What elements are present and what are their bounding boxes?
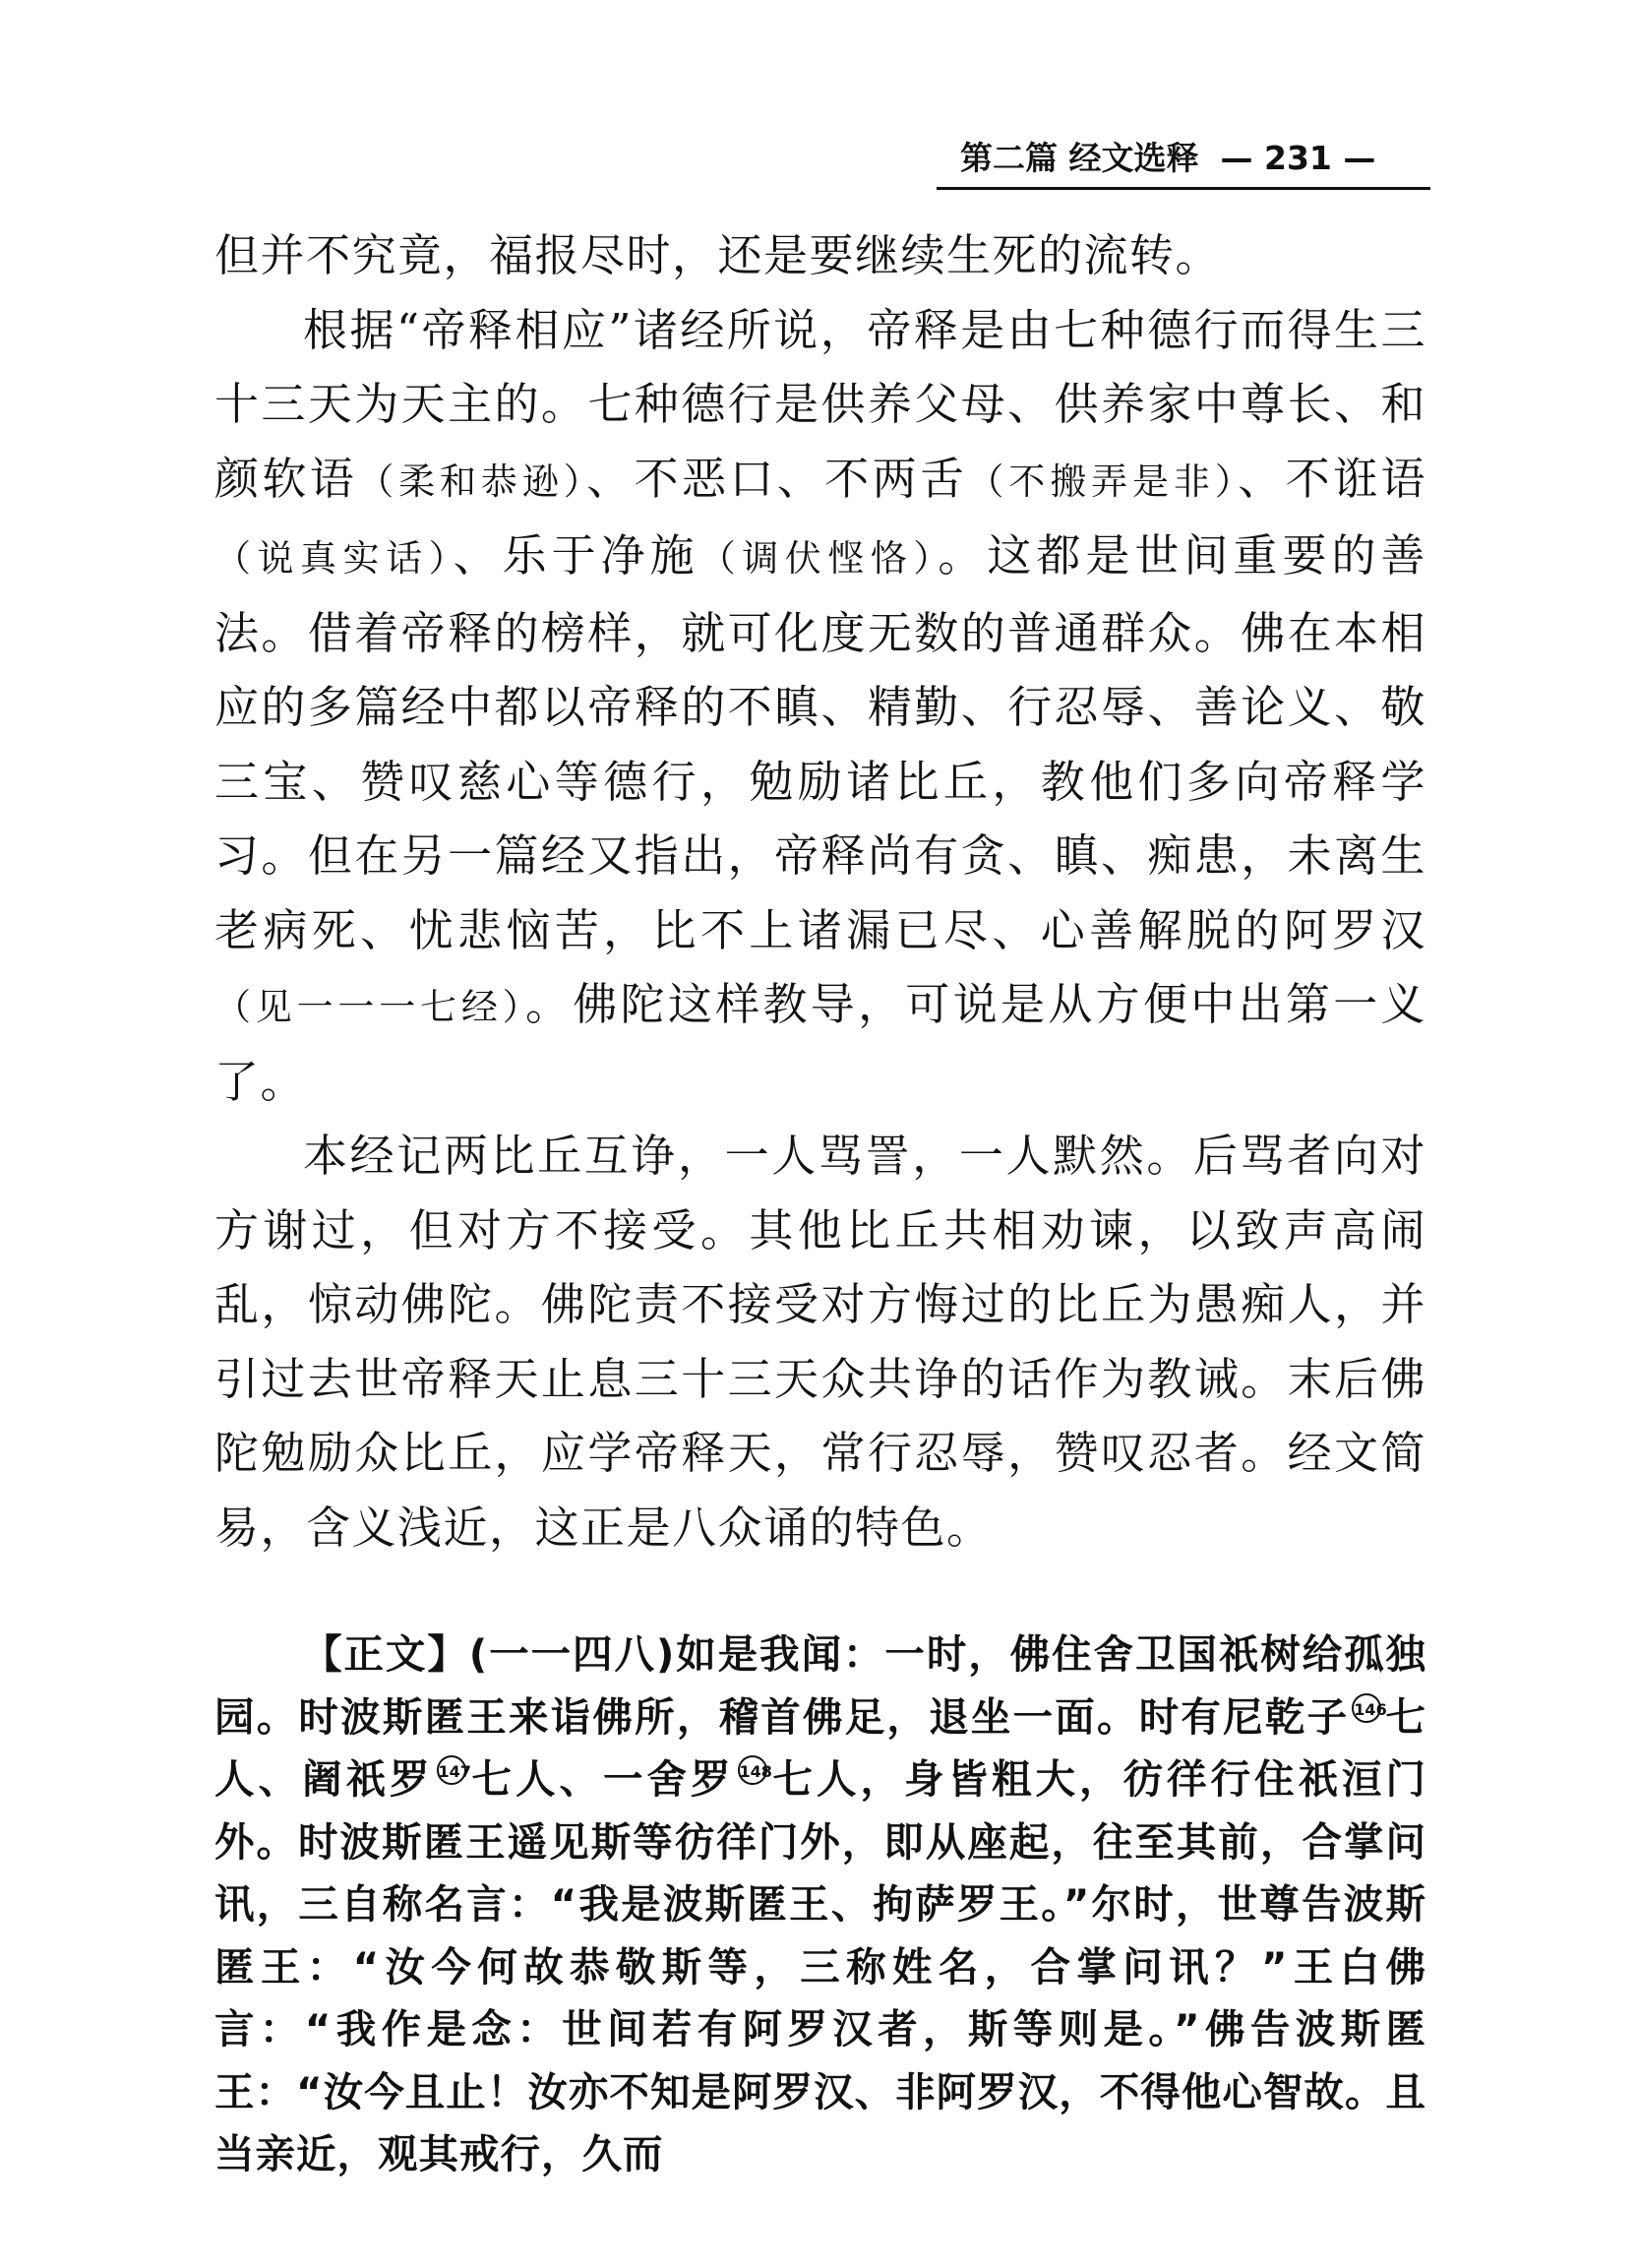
sutra-text-run: 七人，身皆粗大，彷徉行住祇洹门外。时波斯匿王遥见斯等彷徉门外，即从座起，往至其前，合掌问讯，三自称名言：“我是波斯匿王、拘萨罗王。”尔时，世尊告波斯匿王：“汝今何故恭敬斯等，三称姓名，合掌问讯？”王白佛言：“我作是念：世间若有阿罗汉者，斯等则是。”佛告波斯匿王：“汝今且止！汝亦不知是阿罗汉、非阿罗汉，不得他心智故。且当亲近，观其戒行，久而 (214, 1755, 1426, 2177)
header-section-title: 第二篇 经文选释 (960, 139, 1199, 177)
sutra-main-text (214, 1624, 1426, 2186)
sutra-text-run: 七人、阇祇罗 (214, 1692, 1427, 1803)
footnote-marker[interactable]: 148 (738, 1755, 767, 1785)
running-header (960, 136, 1423, 181)
sutra-text-run: 【正文】(一一四八)如是我闻：一时，佛住舍卫国祇树给孤独园。时波斯匿王来诣佛所，稽首佛足，退坐一面。时有尼乾子 (214, 1630, 1426, 1741)
footnote-marker[interactable]: 146 (1352, 1693, 1381, 1723)
page-number: — 231 — (1220, 139, 1376, 177)
section-gap (214, 1564, 1426, 1624)
header-rule (937, 187, 1430, 190)
text-run: 、乐于净施 (453, 529, 699, 582)
page-body (214, 218, 1426, 2186)
text-run: 、不诳语 (1238, 452, 1426, 505)
footnote-marker[interactable]: 147 (437, 1755, 466, 1785)
paragraph-indra-virtues (214, 293, 1426, 1120)
paragraph-continuation: 但并不究竟，福报尽时，还是要继续生死的流转。 (214, 229, 1222, 281)
paragraph-sutra-summary: 本经记两比丘互诤，一人骂詈，一人默然。后骂者向对方谢过，但对方不接受。其他比丘共相劝谏，以致声高闹乱，惊动佛陀。佛陀责不接受对方悔过的比丘为愚痴人，并引过去世帝释天止息三十三天众共诤的话作为教诫。末后佛陀勉励众比丘，应学帝释天，常行忍辱，赞叹忍者。经文简易，含义浅近，这正是八众诵的特色。 (214, 1130, 1426, 1554)
text-run: 。这都是世间重要的善法。借着帝释的榜样，就可化度无数的普通群众。佛在本相应的多篇经中都以帝释的不瞋、精勤、行忍辱、善论义、敬三宝、赞叹慈心等德行，勉励诸比丘，教他们多向帝释学习。但在另一篇经又指出，帝释尚有贪、瞋、痴患，未离生老病死、忧悲恼苦，比不上诸漏已尽、心善解脱的阿罗汉 (214, 529, 1426, 956)
gloss-note: （不搬弄是非） (967, 460, 1239, 503)
text-run: 。佛陀这样教导，可说是从方便中出第一义了。 (214, 978, 1426, 1108)
sutra-reference: （见一一一七经） (214, 986, 525, 1028)
gloss-note: （调伏悭恪） (698, 537, 939, 580)
gloss-note: （柔和恭逊） (357, 460, 587, 503)
text-run: 根据“帝释相应”诸经所说，帝释是由七种德行而得生三十三天为天主的。七种德行是供养父母、供养家中尊长、和颜软语 (214, 303, 1426, 505)
gloss-note: （说真实话） (214, 537, 454, 580)
sutra-text-run: 七人、一舍罗 (468, 1755, 735, 1803)
text-run: 、不恶口、不两舌 (586, 452, 968, 505)
